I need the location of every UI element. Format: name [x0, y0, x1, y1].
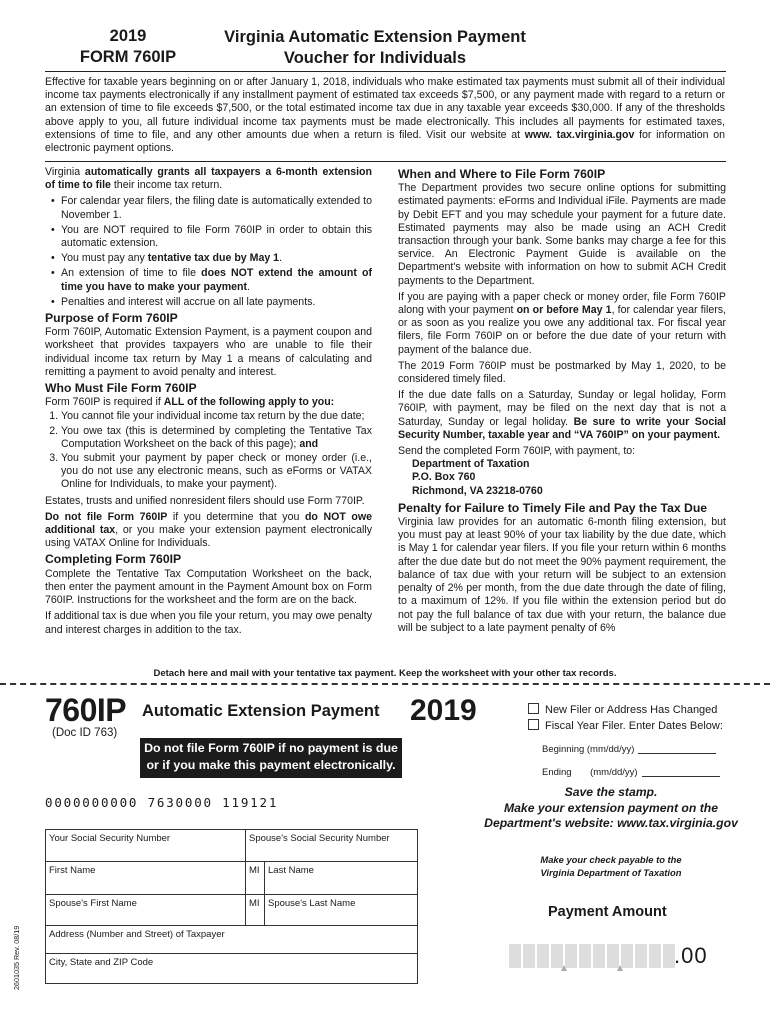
- checkbox-label: New Filer or Address Has Changed: [545, 704, 718, 716]
- digit-box[interactable]: [634, 943, 648, 969]
- note-line: Make your extension payment on the: [503, 800, 718, 815]
- scanline-code: 0000000000 7630000 119121: [45, 795, 279, 810]
- field-label: MI: [249, 865, 260, 876]
- intro-paragraph: [45, 76, 725, 155]
- text-bold: on or before May 1: [516, 304, 612, 317]
- when-para-4: [398, 389, 726, 442]
- digit-box[interactable]: [522, 943, 536, 969]
- detach-instruction: Detach here and mail with your tentative tax payment. Keep the worksheet with your other tax records.: [153, 668, 617, 679]
- note-line: Make your check payable to the: [540, 854, 682, 865]
- text-bold: do NOT owe additional tax: [45, 510, 372, 537]
- mailing-address: [398, 458, 726, 498]
- perforation-line: [0, 683, 770, 685]
- field-label: Spouse's Social Security Number: [249, 833, 390, 844]
- field-label: City, State and ZIP Code: [49, 957, 154, 968]
- date-input-line[interactable]: [642, 776, 720, 777]
- field-label: (mm/dd/yy): [590, 767, 638, 778]
- donot-para: [45, 511, 372, 551]
- penalty-para: Virginia law provides for an automatic 6-month filing extension, but you must pay at least 90% of your tax liability by the due date, which is May 1 for calendar year filers. If you file your return within 6 months after the due date but do not meet the 90% payment requirement, the balance of tax due with your return will be subject to an extension penalty of 2% per month, from the due date through the date of filing, to a maximum of 12%. If you file within the extension period but do not pay the full balance of tax due with your return, the balance due will be subject to a late payment penalty of 6%: [398, 516, 726, 634]
- intro-text-end: for information on electronic payment options.: [45, 128, 725, 155]
- spouse-mi-field[interactable]: [246, 895, 265, 926]
- header-rule: [45, 71, 726, 72]
- text-bold: does NOT extend the amount of time you have to make your payment: [61, 267, 372, 293]
- comma-marker: [561, 965, 567, 971]
- doc-id: (Doc ID 763): [52, 727, 118, 739]
- digit-box[interactable]: [508, 943, 522, 969]
- list-item: • Penalties and interest will accrue on all late payments.: [61, 296, 372, 309]
- text: if you determine that you: [167, 510, 305, 523]
- field-label: Spouse's First Name: [49, 898, 137, 909]
- field-label: MI: [249, 898, 260, 909]
- field-label: Last Name: [268, 865, 314, 876]
- form-title-line1: Virginia Automatic Extension Payment: [224, 28, 526, 46]
- warning-line: or if you make this payment electronically.: [146, 758, 396, 772]
- voucher-form-number: 760IP: [45, 692, 127, 728]
- text: You must pay any: [61, 252, 148, 265]
- estates-para: Estates, trusts and unified nonresident filers should use Form 770IP.: [45, 494, 365, 507]
- list-item: • You are NOT required to file Form 760IP in order to obtain this automatic extension.: [61, 224, 372, 250]
- list-item: 3. You submit your payment by paper check or money order (i.e., you do not use any electronic means, such as eForms or VATAX Online for Individuals, to make your payment).: [61, 452, 372, 492]
- send-para: Send the completed Form 760IP, with payment, to:: [398, 445, 636, 458]
- intro-text: Effective for taxable years beginning on or after January 1, 2018, individuals who make estimated tax payments must submit all of their individual income tax payments electronically if any installment payment of estimated tax exceeds $7,500, or any payment made with regard to a return or an extension of time to file exceeds $7,500, or the total estimated income tax due in any taxable year exceeds $30,000. If any of the thresholds above apply to you, all future individual income tax payments must be made electronically. This includes all payments for estimated taxes, extensions of time to file, and any other amounts due when a return is filed. Visit our website at: [45, 76, 725, 141]
- text: An extension of time to file: [61, 267, 202, 280]
- section-heading-when: When and Where to File Form 760IP: [398, 167, 606, 181]
- checkbox[interactable]: [528, 719, 539, 730]
- voucher-year: 2019: [410, 694, 477, 727]
- address-line: P.O. Box 760: [412, 471, 476, 484]
- extension-bullets: [45, 195, 372, 309]
- field-label: Your Social Security Number: [49, 833, 171, 844]
- payment-amount-label: Payment Amount: [548, 904, 667, 920]
- city-state-zip-field[interactable]: [46, 954, 417, 983]
- beginning-date-field[interactable]: [542, 744, 716, 755]
- form-title-line2: Voucher for Individuals: [283, 49, 467, 67]
- spouse-ssn-field[interactable]: [246, 830, 417, 862]
- text: .: [247, 280, 250, 293]
- address-line: Richmond, VA 23218-0760: [412, 484, 543, 497]
- form-year: 2019: [109, 27, 147, 45]
- when-para-2: [398, 291, 726, 357]
- text-bold: tentative tax due by May 1: [147, 252, 280, 265]
- digit-box[interactable]: [648, 943, 662, 969]
- save-stamp-note: [476, 785, 746, 832]
- field-label: Address (Number and Street) of Taxpayer: [49, 929, 225, 940]
- fiscal-year-checkbox-row[interactable]: [528, 719, 723, 732]
- website-link[interactable]: www. tax.virginia.gov: [524, 128, 635, 141]
- last-name-field[interactable]: [265, 862, 417, 895]
- right-column: [398, 166, 726, 638]
- new-filer-checkbox-row[interactable]: [528, 703, 717, 716]
- taxpayer-info-grid: [45, 829, 418, 984]
- check-payable-note: [506, 853, 716, 879]
- digit-box[interactable]: [578, 943, 592, 969]
- text-bold: automatically grants all taxpayers a 6-month extension of time to file: [45, 166, 372, 192]
- field-label: First Name: [49, 865, 96, 876]
- section-heading-purpose: Purpose of Form 760IP: [45, 311, 178, 326]
- left-column: [45, 166, 372, 640]
- list-item: [61, 425, 372, 451]
- text: You owe tax (this is determined by completing the Tentative Tax Computation Worksheet on the back of this page);: [61, 424, 372, 450]
- list-item: 1. You cannot file your individual income tax return by the due date;: [61, 410, 372, 423]
- address-line: Department of Taxation: [412, 458, 530, 471]
- section-heading-who: Who Must File Form 760IP: [45, 381, 197, 396]
- purpose-para: Form 760IP, Automatic Extension Payment, is a payment coupon and worksheet that provides taxpayers who are unable to file their individual income tax return by May 1 a means of calculating and remitting a payment to avoid penalty and interest.: [45, 326, 372, 378]
- mi-field[interactable]: [246, 862, 265, 895]
- text: their income tax return.: [110, 179, 223, 192]
- first-name-field[interactable]: [46, 862, 246, 895]
- text: , or you make your extension payment electronically using VATAX Online for Individuals.: [45, 524, 373, 550]
- list-item: [61, 267, 372, 293]
- warning-banner: [140, 738, 402, 778]
- field-label: Beginning (mm/dd/yy): [542, 744, 635, 755]
- field-label: Ending: [542, 767, 572, 778]
- section-heading-penalty: Penalty for Failure to Timely File and Pay the Tax Due: [398, 500, 708, 515]
- section-heading-completing: Completing Form 760IP: [45, 552, 182, 567]
- list-item: [61, 252, 372, 265]
- list-item: • For calendar year filers, the filing date is automatically extended to November 1.: [61, 195, 372, 221]
- intro-rule: [45, 161, 726, 162]
- when-para-3: The 2019 Form 760IP must be postmarked by May 1, 2020, to be considered timely filed.: [398, 359, 726, 386]
- spouse-first-name-field[interactable]: [46, 895, 246, 926]
- text-bold: ALL of the following apply to you:: [163, 396, 335, 409]
- checkbox-label: Fiscal Year Filer. Enter Dates Below:: [545, 720, 723, 732]
- text: If the due date falls on a Saturday, Sunday or legal holiday, Form 760IP, with payment, may be filed on the next day that is not a Saturday, Sunday or legal holiday.: [398, 389, 726, 428]
- digit-box[interactable]: [536, 943, 550, 969]
- cents-suffix: .00: [674, 943, 708, 968]
- who-para: [45, 396, 372, 409]
- requirements-list: [45, 410, 372, 491]
- when-para-1: The Department provides two secure online options for submitting estimated payments: eForms and Individual iFile. Payments are made by Debit EFT and you may schedule your payment for a future date. Estimated payments may also be made using an ACH Credit transaction through your bank. Some banks may charge a fee for this service. An Electronic Payment Guide is available on the Department's website with information on how to submit ACH Credit payments to the Department.: [398, 182, 726, 287]
- note-line: Virginia Department of Taxation: [540, 867, 682, 878]
- note-line: Department's website: www.tax.virginia.gov: [484, 816, 738, 830]
- comma-marker: [617, 965, 623, 971]
- note-line: Save the stamp.: [564, 785, 658, 799]
- auto-extension-para: [45, 166, 372, 192]
- field-label: Spouse's Last Name: [268, 898, 356, 909]
- voucher-title: Automatic Extension Payment: [142, 702, 380, 720]
- additional-para: If additional tax is due when you file your return, you may owe penalty and interest charges in addition to the tax.: [45, 610, 372, 636]
- text: Form 760IP is required if: [45, 396, 164, 409]
- ending-date-field[interactable]: [542, 767, 720, 778]
- spouse-last-name-field[interactable]: [265, 895, 417, 926]
- address-field[interactable]: [46, 926, 417, 954]
- revision-code: 2601035 Rev. 08/19: [12, 925, 21, 990]
- text: , for calendar year filers, or as soon as you realize you owe any additional tax. For fiscal year filers, file Form 760IP on or before the due date of your return with payment of the balance due.: [398, 304, 726, 356]
- completing-para: Complete the Tentative Tax Computation Worksheet on the back, then enter the payment amount in the Payment Amount box on Form 760IP. Instructions for the worksheet and the form are on the back.: [45, 567, 372, 607]
- date-input-line[interactable]: [638, 753, 716, 754]
- warning-line: Do not file Form 760IP if no payment is due: [144, 741, 398, 755]
- text: Virginia: [45, 166, 85, 178]
- ssn-field[interactable]: [46, 830, 246, 862]
- checkbox[interactable]: [528, 703, 539, 714]
- text-bold: and: [299, 437, 319, 450]
- digit-box[interactable]: [592, 943, 606, 969]
- text: If you are paying with a paper check or money order, file Form 760IP along with your payment: [398, 290, 726, 317]
- text-bold: Do not file Form 760IP: [45, 510, 168, 523]
- text: .: [279, 252, 283, 265]
- text-bold: Be sure to write your Social Security Number, taxable year and “VA 760IP” on your payment.: [398, 415, 727, 441]
- form-number: FORM 760IP: [79, 48, 177, 66]
